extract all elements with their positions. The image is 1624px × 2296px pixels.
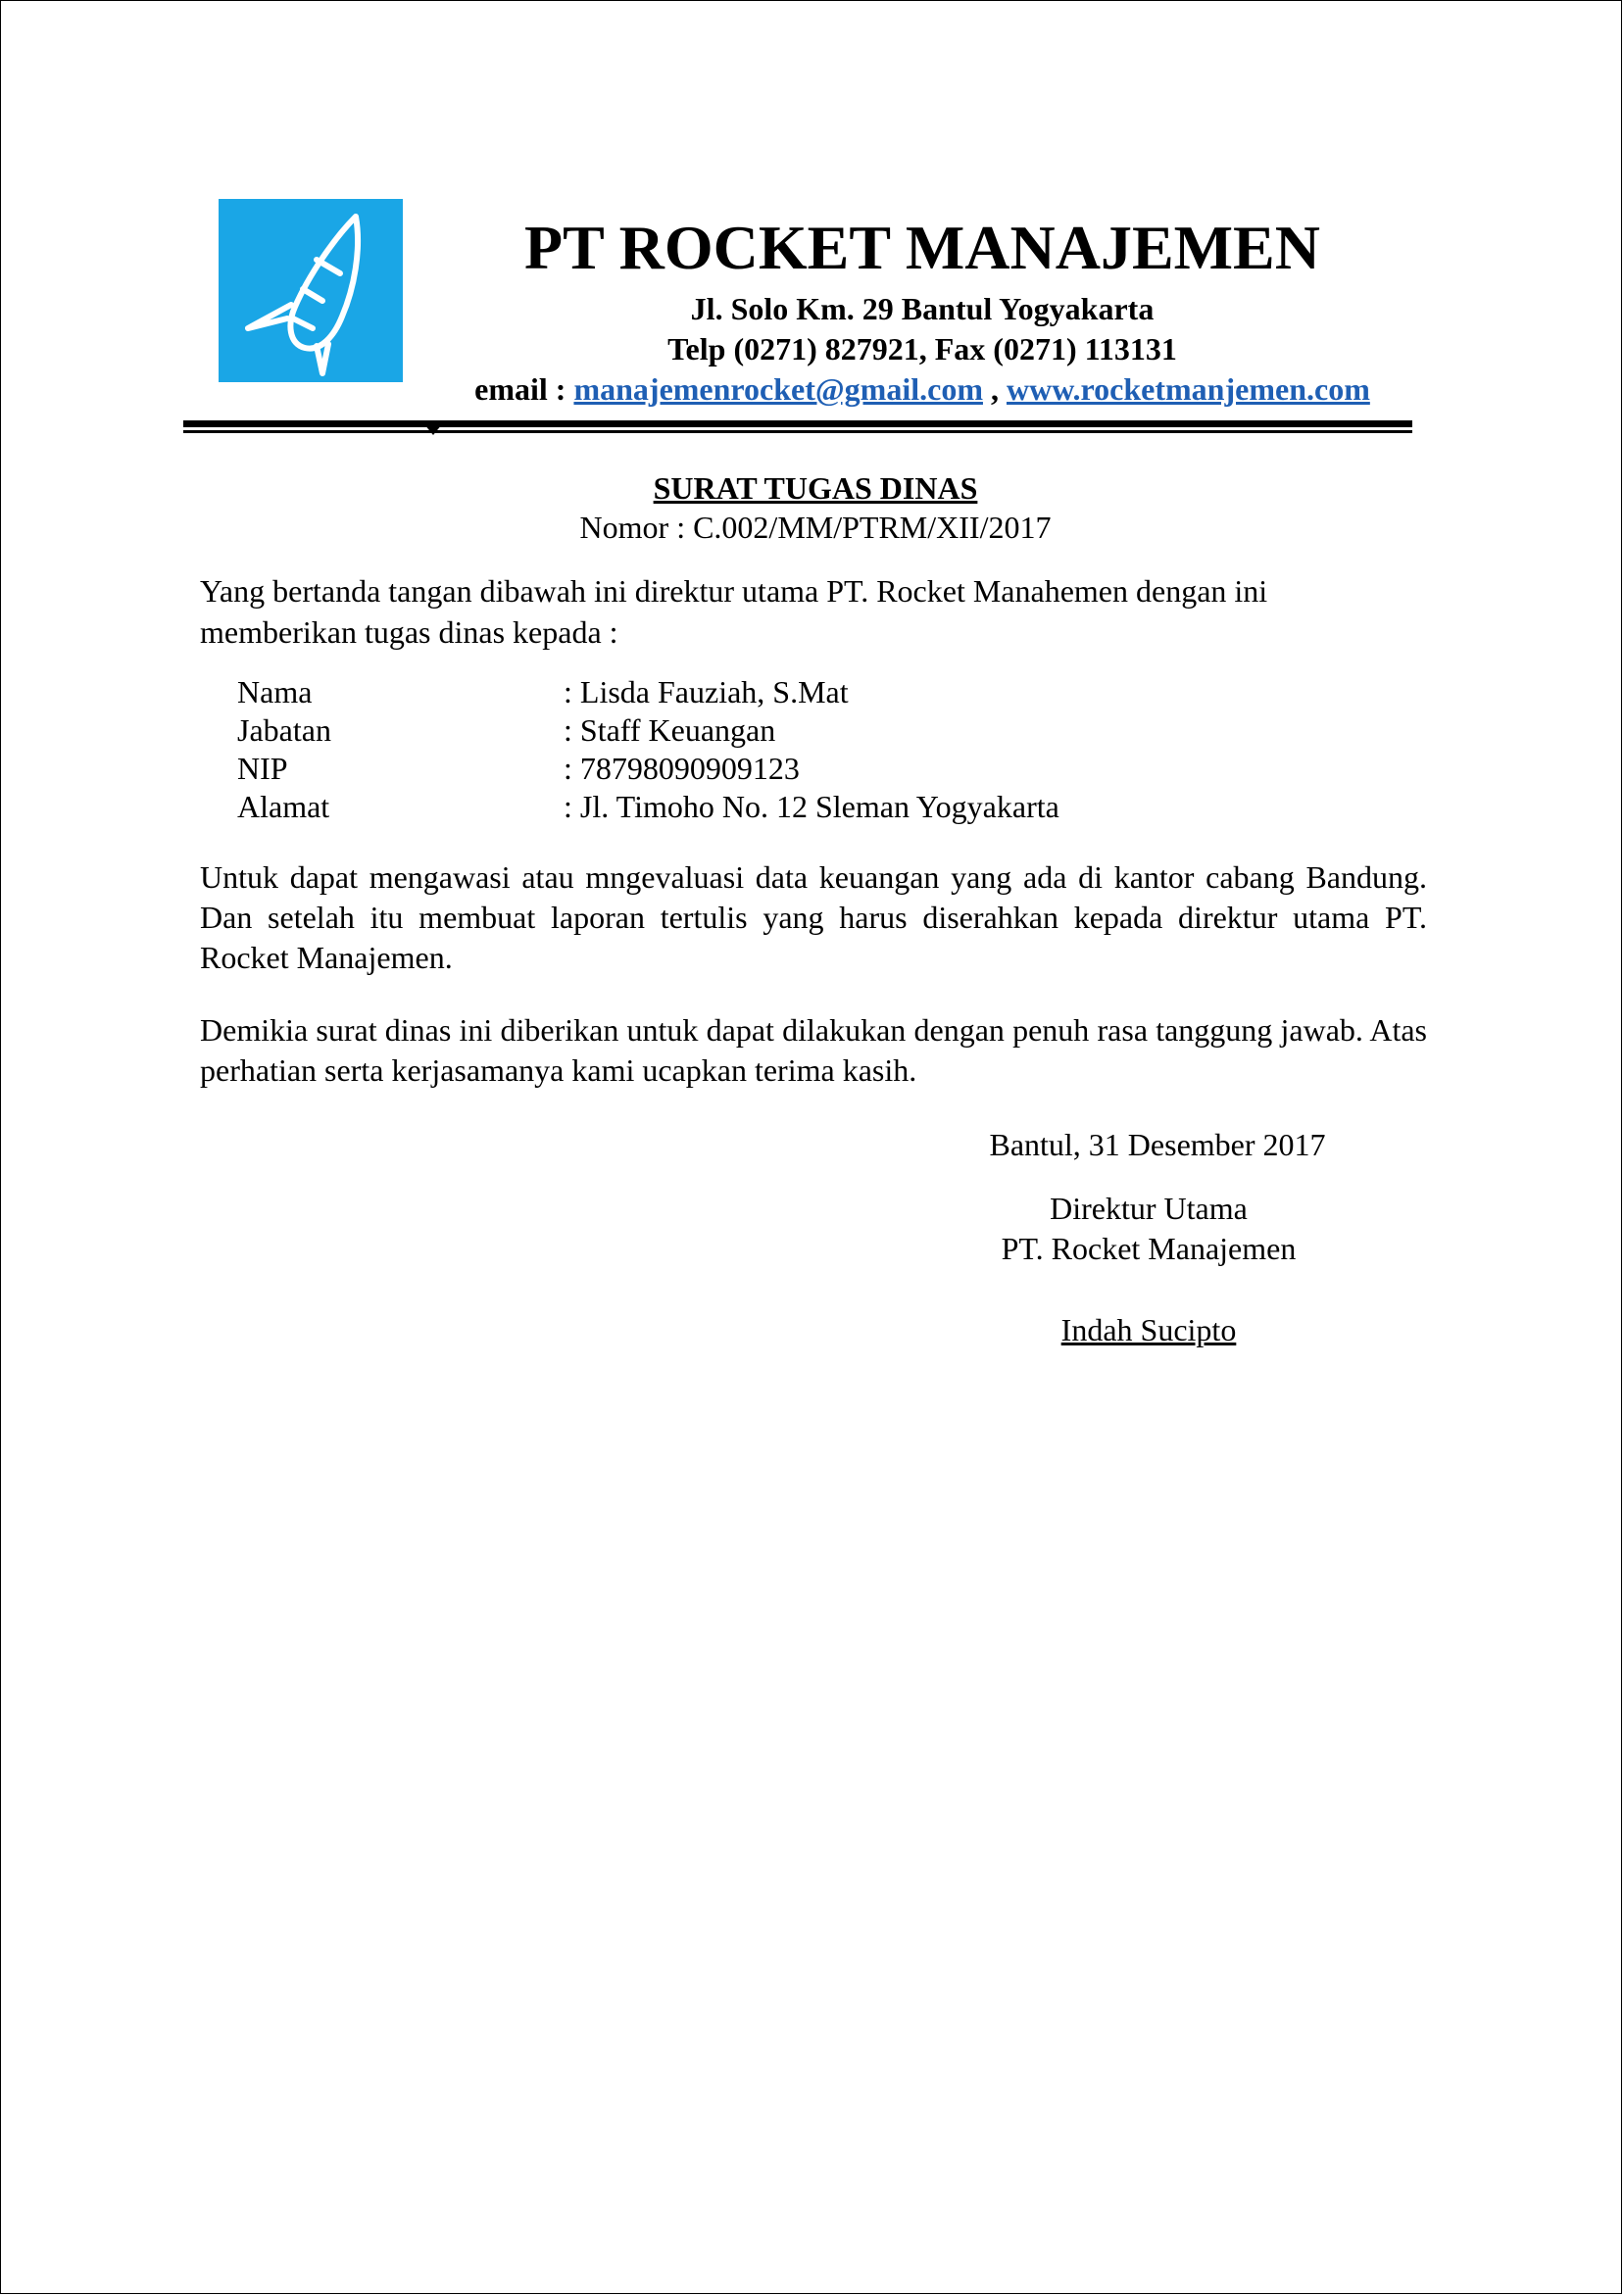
- signature-company: PT. Rocket Manajemen: [1001, 1231, 1297, 1266]
- letter-title: [183, 467, 1448, 509]
- letterhead-rule-thick: [183, 420, 1412, 427]
- company-logo: [219, 199, 403, 382]
- company-name: PT ROCKET MANAJEMEN: [524, 213, 1320, 282]
- field-value: : 78798090909123: [564, 751, 800, 786]
- field-label: Jabatan: [237, 712, 331, 748]
- field-row-nip: [237, 750, 1217, 788]
- signature-place-date: Bantul, 31 Desember 2017: [989, 1127, 1326, 1162]
- signature-name: [953, 1309, 1345, 1350]
- field-value: : Jl. Timoho No. 12 Sleman Yogyakarta: [564, 789, 1059, 824]
- field-value: : Lisda Fauziah, S.Mat: [564, 674, 849, 709]
- contact-separator: ,: [990, 371, 999, 407]
- field-label: NIP: [237, 751, 288, 786]
- email-label: email :: [474, 371, 566, 407]
- letter-number: Nomor : C.002/MM/PTRM/XII/2017: [579, 510, 1052, 545]
- body-paragraph-closing: Demikia surat dinas ini diberikan untuk dapat dilakukan dengan penuh rasa tanggung jawab. Atas perhatian serta kerjasamanya kami ucapkan terima kasih.: [200, 1012, 1427, 1088]
- letter-title-text: SURAT TUGAS DINAS: [653, 470, 978, 506]
- body-paragraph-assignment: Untuk dapat mengawasi atau mngevaluasi data keuangan yang ada di kantor cabang Bandung. Dan setelah itu membuat laporan tertulis yang harus diserahkan kepada direktur utama PT. Rocket Manajemen.: [200, 859, 1427, 975]
- rocket-icon: [219, 199, 403, 382]
- email-link[interactable]: manajemenrocket@gmail.com: [573, 371, 983, 407]
- field-value: : Staff Keuangan: [564, 712, 776, 748]
- field-row-alamat: [237, 788, 1217, 826]
- website-link[interactable]: www.rocketmanjemen.com: [1006, 371, 1370, 407]
- letterhead-rule-thin: [183, 430, 1412, 433]
- company-phone: Telp (0271) 827921, Fax (0271) 113131: [667, 331, 1177, 366]
- field-label: Nama: [237, 674, 313, 709]
- letterhead-rule-notch: [424, 424, 442, 435]
- signature-name-text: Indah Sucipto: [1060, 1312, 1237, 1347]
- company-contact: [422, 369, 1422, 409]
- field-row-nama: [237, 673, 1217, 711]
- field-row-jabatan: [237, 711, 1217, 750]
- letter-intro: Yang bertanda tangan dibawah ini direktur utama PT. Rocket Manahemen dengan ini memberikan tugas dinas kepada :: [200, 573, 1268, 650]
- signature-position: Direktur Utama: [1050, 1191, 1248, 1226]
- company-address: Jl. Solo Km. 29 Bantul Yogyakarta: [690, 291, 1155, 326]
- assignee-details: [237, 673, 1217, 826]
- field-label: Alamat: [237, 789, 330, 824]
